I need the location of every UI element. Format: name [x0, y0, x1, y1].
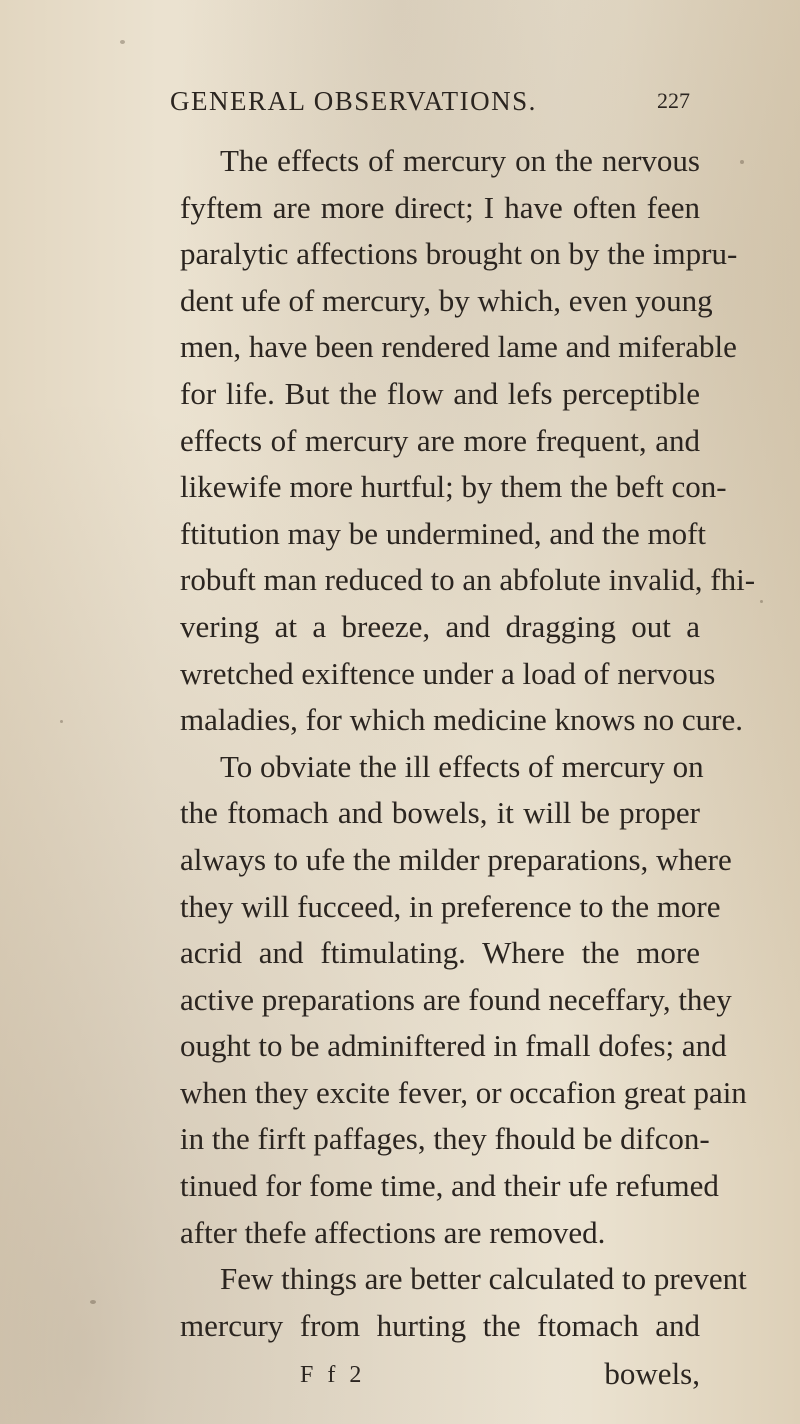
page-footer — [300, 1356, 700, 1402]
text-line: men, have been rendered lame and miferable — [180, 329, 737, 365]
text-line: paralytic affections brought on by the impru- — [180, 236, 738, 272]
text-line: robuft man reduced to an abfolute invalid, fhi- — [180, 562, 756, 598]
body-text — [180, 138, 756, 1349]
text-line: mercury from hurting the ftomach and — [180, 1307, 700, 1343]
text-line: dent ufe of mercury, by which, even young — [180, 282, 713, 318]
paper-speck — [120, 40, 125, 44]
paper-speck — [60, 720, 63, 723]
paper-speck — [740, 160, 744, 164]
text-line: after thefe affections are removed. — [180, 1214, 606, 1250]
text-line: To obviate the ill effects of mercury on — [220, 748, 704, 784]
page-number: 227 — [657, 88, 690, 113]
text-line: wretched exiftence under a load of nervous — [180, 655, 716, 691]
text-line: fyftem are more direct; I have often feen — [180, 189, 700, 225]
text-line: always to ufe the milder preparations, where — [180, 841, 732, 877]
text-line: ought to be adminiftered in fmall dofes; and — [180, 1028, 727, 1064]
signature-mark: F f 2 — [300, 1362, 366, 1388]
paper-speck — [90, 1300, 96, 1304]
page-header — [170, 86, 690, 126]
text-line: Few things are better calculated to prevent — [220, 1261, 747, 1297]
text-line: ftitution may be undermined, and the moft — [180, 515, 707, 551]
text-line: maladies, for which medicine knows no cure. — [180, 702, 743, 738]
catchword: bowels, — [604, 1356, 700, 1391]
text-line: active preparations are found neceffary, they — [180, 981, 732, 1017]
text-line: likewife more hurtful; by them the beft con- — [180, 469, 727, 505]
text-line: vering at a breeze, and dragging out a — [180, 608, 700, 644]
text-line: acrid and ftimulating. Where the more — [180, 935, 700, 971]
text-line: The effects of mercury on the nervous — [220, 143, 700, 178]
text-line: effects of mercury are more frequent, and — [180, 422, 700, 458]
text-line: when they excite fever, or occafion great pain — [180, 1074, 747, 1110]
text-line: tinued for fome time, and their ufe refumed — [180, 1168, 719, 1204]
running-head: GENERAL OBSERVATIONS. — [170, 86, 537, 116]
text-line: the ftomach and bowels, it will be proper — [180, 795, 700, 831]
text-line: for life. But the flow and lefs perceptible — [180, 375, 700, 411]
paper-speck — [760, 600, 763, 603]
text-line: in the firft paffages, they fhould be difcon- — [180, 1121, 710, 1157]
text-line: they will fucceed, in preference to the more — [180, 888, 721, 924]
